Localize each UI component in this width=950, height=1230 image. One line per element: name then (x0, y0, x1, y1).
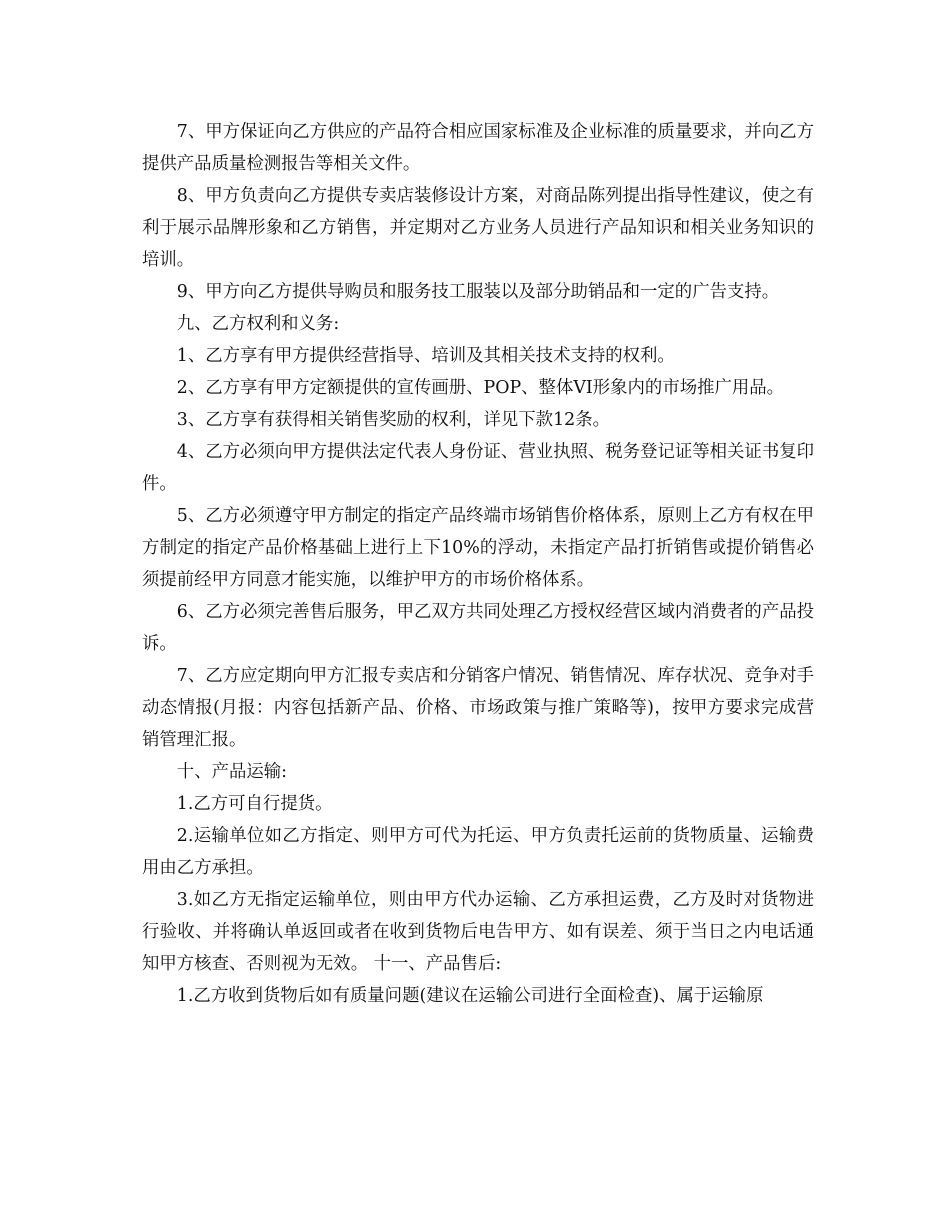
paragraph: 8、甲方负责向乙方提供专卖店装修设计方案，对商品陈列提出指导性建议，使之有利于展示品牌形象和乙方销售，并定期对乙方业务人员进行产品知识和相关业务知识的培训。 (142, 186, 814, 270)
document-body (142, 116, 814, 1012)
paragraph: 1.乙方收到货物后如有质量问题(建议在运输公司进行全面检查)、属于运输原 (176, 986, 764, 1006)
paragraph: 2、乙方享有甲方定额提供的宣传画册、POP、整体VI形象内的市场推广用品。 (176, 378, 785, 398)
paragraph: 5、乙方必须遵守甲方制定的指定产品终端市场销售价格体系，原则上乙方有权在甲方制定的指定产品价格基础上进行上下10%的浮动，未指定产品打折销售或提价销售必须提前经甲方同意才能实施，以维护甲方的市场价格体系。 (142, 506, 814, 590)
paragraph: 4、乙方必须向甲方提供法定代表人身份证、营业执照、税务登记证等相关证书复印件。 (142, 442, 814, 494)
paragraph: 3、乙方享有获得相关销售奖励的权利，详见下款12条。 (176, 410, 610, 430)
paragraph: 2.运输单位如乙方指定、则甲方可代为托运、甲方负责托运前的货物质量、运输费用由乙方承担。 (142, 826, 814, 878)
section-heading: 九、乙方权利和义务: (176, 314, 340, 334)
paragraph: 1、乙方享有甲方提供经营指导、培训及其相关技术支持的权利。 (176, 346, 675, 366)
paragraph: 9、甲方向乙方提供导购员和服务技工服装以及部分助销品和一定的广告支持。 (176, 282, 780, 302)
paragraph: 3.如乙方无指定运输单位，则由甲方代办运输、乙方承担运费，乙方及时对货物进行验收、并将确认单返回或者在收到货物后电告甲方、如有误差、须于当日之内电话通知甲方核查、否则视为无效。 十一、产品售后: (142, 890, 814, 974)
paragraph: 6、乙方必须完善售后服务，甲乙双方共同处理乙方授权经营区域内消费者的产品投诉。 (142, 602, 814, 654)
paragraph: 7、甲方保证向乙方供应的产品符合相应国家标准及企业标准的质量要求，并向乙方提供产品质量检测报告等相关文件。 (142, 122, 814, 174)
paragraph: 7、乙方应定期向甲方汇报专卖店和分销客户情况、销售情况、库存状况、竞争对手动态情报(月报：内容包括新产品、价格、市场政策与推广策略等)，按甲方要求完成营销管理汇报。 (142, 666, 814, 750)
section-heading: 十、产品运输: (176, 762, 288, 782)
paragraph: 1.乙方可自行提货。 (176, 794, 333, 814)
